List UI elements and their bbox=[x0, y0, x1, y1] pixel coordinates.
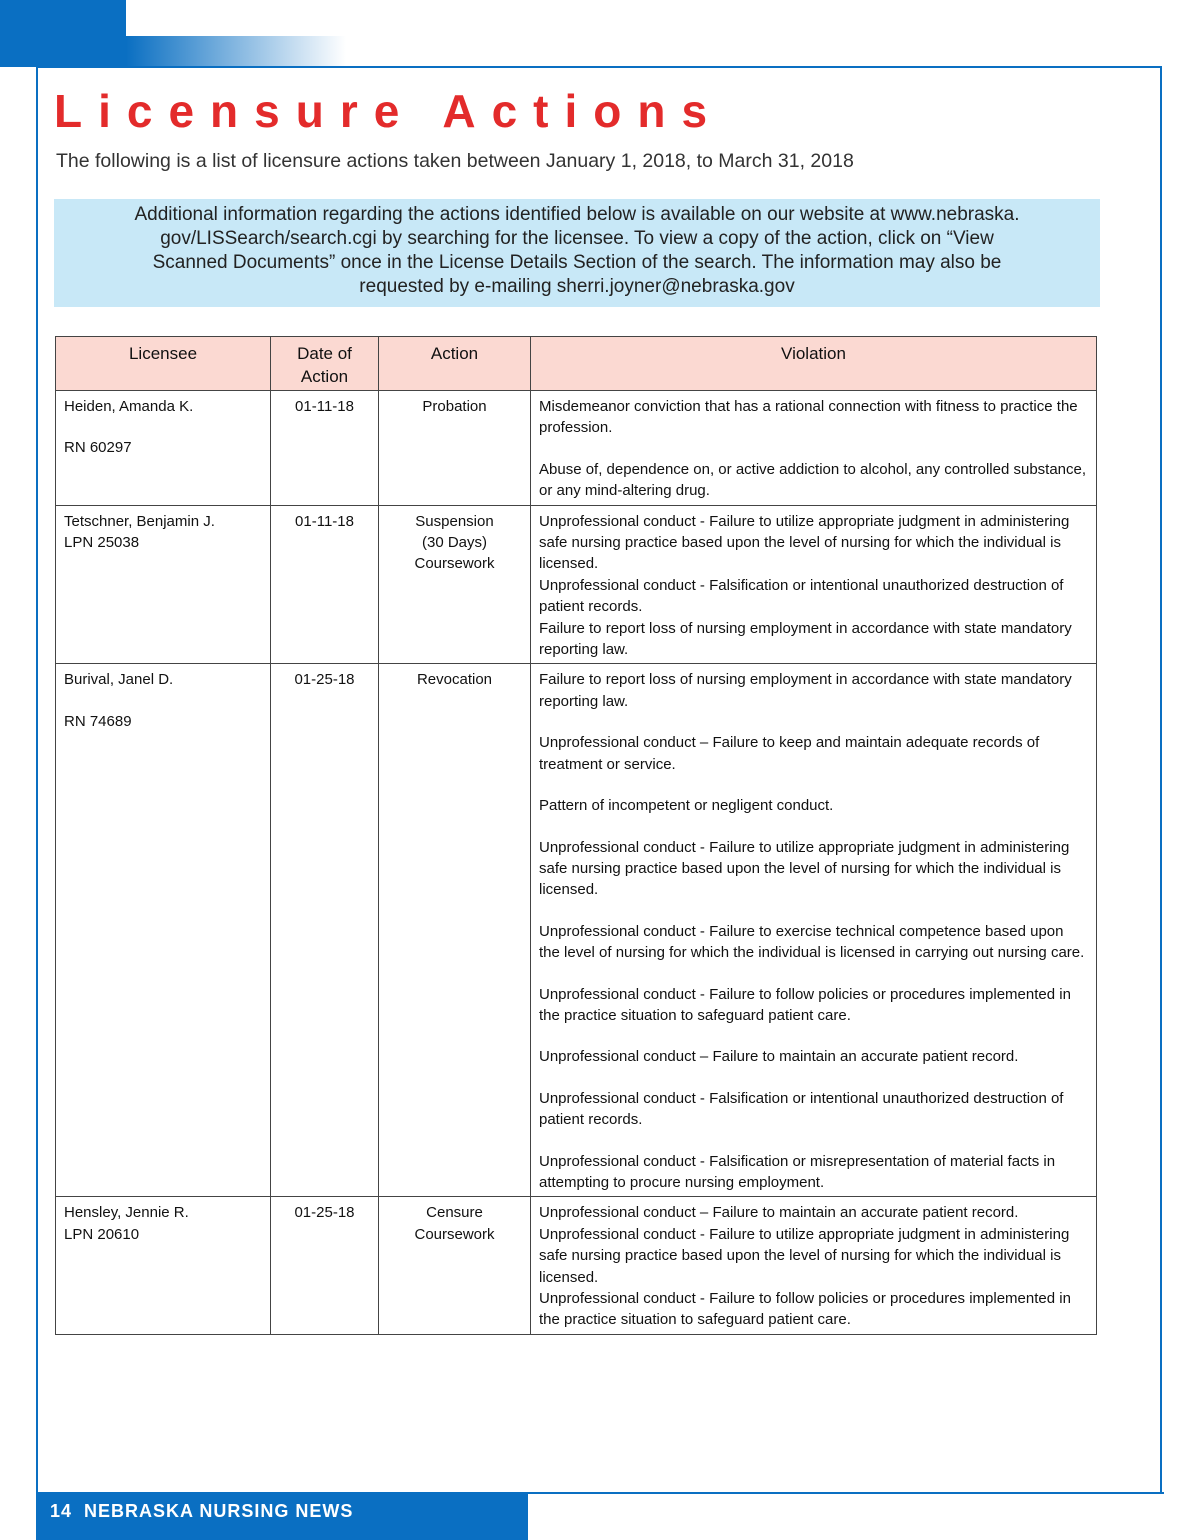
action-line: Revocation bbox=[416, 671, 493, 689]
corner-accent-block bbox=[0, 0, 126, 67]
header-date-line: Action bbox=[300, 367, 349, 386]
action-line: Suspension bbox=[415, 512, 494, 530]
licensee-name: Hensley, Jennie R. bbox=[64, 1204, 189, 1222]
header-violation: Violation bbox=[531, 337, 1097, 391]
header-action: Action bbox=[379, 337, 531, 391]
licensee-name: Heiden, Amanda K. bbox=[64, 398, 194, 415]
action-line: Coursework bbox=[414, 555, 495, 573]
page-subtitle: The following is a list of licensure actions taken between January 1, 2018, to March 31, 2018 bbox=[56, 150, 854, 172]
license-number: LPN 25038 bbox=[64, 534, 140, 552]
info-box bbox=[54, 199, 1100, 307]
header-gradient-bar bbox=[126, 36, 346, 67]
licensee-name: Burival, Janel D. bbox=[64, 671, 174, 689]
action-cell bbox=[379, 391, 531, 506]
info-line: Scanned Documents” once in the License Details Section of the search. The information may also be bbox=[152, 252, 1002, 273]
date-cell: 01-25-18 bbox=[271, 664, 379, 1197]
date-cell: 01-11-18 bbox=[271, 391, 379, 506]
page-title: Licensure Actions bbox=[54, 85, 724, 137]
table-row bbox=[56, 1197, 1097, 1334]
date-cell: 01-11-18 bbox=[271, 505, 379, 664]
violation-text: Unprofessional conduct - Failure to follow policies or procedures implemented in the practice situation to safeguard patient care. bbox=[539, 1290, 1071, 1329]
violation-text: Unprofessional conduct - Failure to utilize appropriate judgment in administering safe nursing practice based upon the level of nursing for which the individual is licensed. bbox=[539, 512, 1070, 573]
violation-text: Unprofessional conduct - Falsification or intentional unauthorized destruction of patient records. bbox=[539, 1089, 1064, 1129]
page-number: 14 bbox=[50, 1501, 73, 1521]
info-line: Additional information regarding the actions identified below is available on our website at www.nebraska. bbox=[134, 204, 1020, 225]
footer-bar bbox=[36, 1494, 528, 1540]
licensee-cell bbox=[56, 1197, 271, 1334]
header-licensee: Licensee bbox=[56, 337, 271, 391]
license-number: LPN 20610 bbox=[64, 1225, 140, 1243]
violation-text: Pattern of incompetent or negligent conduct. bbox=[539, 797, 834, 815]
violation-text: Misdemeanor conviction that has a rational connection with fitness to practice the profession. bbox=[539, 398, 1078, 437]
violation-text: Failure to report loss of nursing employment in accordance with state mandatory reporting law. bbox=[539, 671, 1072, 710]
licensee-name: Tetschner, Benjamin J. bbox=[64, 512, 215, 530]
license-number: RN 60297 bbox=[64, 439, 132, 457]
violation-text: Unprofessional conduct - Failure to follow policies or procedures implemented in the practice situation to safeguard patient care. bbox=[539, 985, 1071, 1024]
violation-cell bbox=[531, 505, 1097, 664]
action-cell bbox=[379, 664, 531, 1197]
violation-cell bbox=[531, 664, 1097, 1197]
table-row bbox=[56, 664, 1097, 1197]
violation-cell bbox=[531, 391, 1097, 506]
info-line: gov/LISSearch/search.cgi by searching for the licensee. To view a copy of the action, click on “View bbox=[160, 228, 994, 249]
license-number: RN 74689 bbox=[64, 712, 132, 730]
header-date-line: Date of bbox=[297, 344, 352, 363]
date-cell: 01-25-18 bbox=[271, 1197, 379, 1334]
violation-text: Unprofessional conduct - Failure to exercise technical competence based upon the level of nursing for which the individual is licensed in carrying out nursing care. bbox=[539, 922, 1085, 962]
licensee-cell bbox=[56, 505, 271, 664]
violation-text: Unprofessional conduct - Failure to utilize appropriate judgment in administering safe nursing practice based upon the level of nursing for which the individual is licensed. bbox=[539, 838, 1070, 899]
violation-text: Unprofessional conduct – Failure to maintain an accurate patient record. bbox=[539, 1204, 1019, 1222]
table-header-row bbox=[56, 337, 1097, 391]
violation-text: Abuse of, dependence on, or active addiction to alcohol, any controlled substance, or any mind-altering drug. bbox=[539, 460, 1087, 500]
licensee-cell bbox=[56, 391, 271, 506]
publication-name: NEBRASKA NURSING NEWS bbox=[84, 1501, 354, 1521]
violation-text: Unprofessional conduct - Falsification or intentional unauthorized destruction of patient records. bbox=[539, 576, 1064, 616]
action-line: Censure bbox=[426, 1204, 483, 1222]
action-line: Coursework bbox=[414, 1225, 495, 1243]
violation-text: Unprofessional conduct – Failure to keep and maintain adequate records of treatment or service. bbox=[539, 734, 1040, 773]
table-row bbox=[56, 391, 1097, 506]
violation-text: Unprofessional conduct – Failure to maintain an accurate patient record. bbox=[539, 1048, 1019, 1066]
action-line: (30 Days) bbox=[421, 534, 488, 552]
action-cell bbox=[379, 505, 531, 664]
action-cell bbox=[379, 1197, 531, 1334]
violation-text: Unprofessional conduct - Failure to utilize appropriate judgment in administering safe nursing practice based upon the level of nursing for which the individual is licensed. bbox=[539, 1225, 1070, 1286]
violation-cell bbox=[531, 1197, 1097, 1334]
header-date-of-action bbox=[271, 337, 379, 391]
licensure-actions-table bbox=[55, 336, 1097, 1335]
violation-text: Failure to report loss of nursing employment in accordance with state mandatory reporting law. bbox=[539, 619, 1072, 659]
info-line: requested by e-mailing sherri.joyner@nebraska.gov bbox=[359, 276, 795, 297]
violation-text: Unprofessional conduct - Falsification or misrepresentation of material facts in attempting to procure nursing employment. bbox=[539, 1152, 1056, 1191]
licensee-cell bbox=[56, 664, 271, 1197]
action-line: Probation bbox=[422, 398, 487, 415]
table-row bbox=[56, 505, 1097, 664]
